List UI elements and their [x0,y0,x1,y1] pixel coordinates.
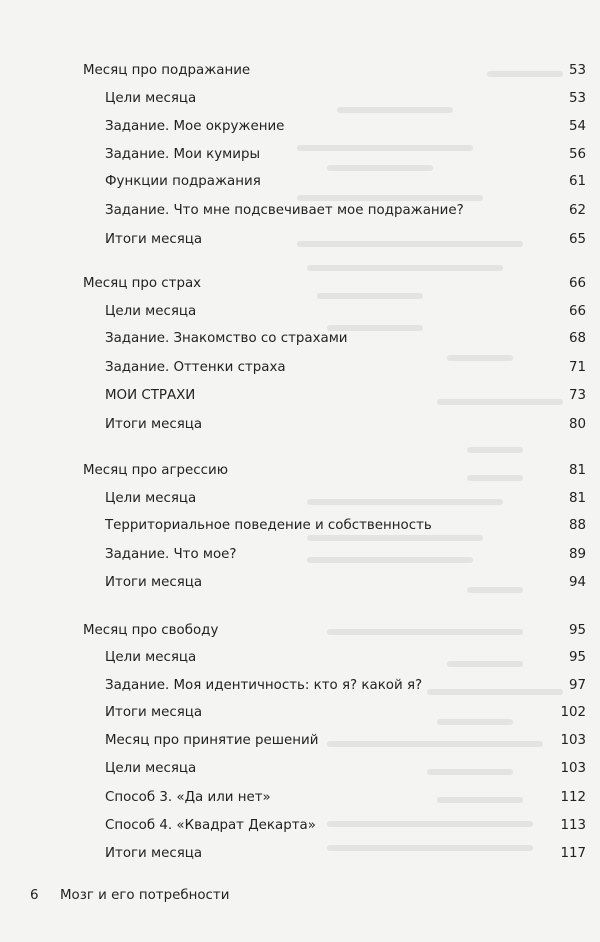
toc-entry-page: 95 [568,650,586,665]
toc-entry-title: Задание. Что мне подсвечивает мое подражание? [105,203,464,218]
toc-entry [0,384,600,408]
toc-entry [0,571,600,595]
toc-entry [0,300,600,324]
toc-section [0,619,600,643]
toc-entry [0,814,600,838]
toc-entry-page: 53 [568,63,586,78]
toc-entry-page: 53 [568,91,586,106]
toc-entry-page: 97 [568,678,586,693]
toc-entry-title: Функции подражания [105,174,261,189]
toc-entry-title: Цели месяца [105,491,197,506]
toc-entry-page: 54 [568,119,586,134]
toc-entry [0,413,600,437]
toc-section [0,459,600,483]
toc-entry [0,228,600,252]
toc-entry-page: 62 [568,203,586,218]
toc-entry [0,143,600,167]
toc-entry-page: 80 [568,417,586,432]
toc-entry-page: 113 [560,818,586,833]
toc-section [0,272,600,296]
toc-entry [0,674,600,698]
toc-entry-title: Итоги месяца [105,417,203,432]
toc-entry-page: 103 [560,733,586,748]
toc-entry-page: 81 [568,491,586,506]
toc-entry-title: Задание. Моя идентичность: кто я? какой я? [105,678,423,693]
toc-entry-title: Задание. Оттенки страха [105,360,286,375]
toc-entry-page: 61 [568,174,586,189]
toc-entry-page: 66 [568,276,586,291]
toc-entry-title: Задание. Мое окружение [105,119,285,134]
toc-section [0,59,600,83]
toc-entry-page: 95 [568,623,586,638]
toc-entry-page: 81 [568,463,586,478]
toc-entry-page: 73 [568,388,586,403]
toc-entry-title: Задание. Мои кумиры [105,147,261,162]
toc-entry [0,487,600,511]
toc-entry-page: 71 [568,360,586,375]
toc-entry-title: Цели месяца [105,650,197,665]
toc-entry-title: Месяц про страх [83,276,202,291]
toc-entry-title: Месяц про принятие решений [105,733,319,748]
toc-entry-page: 102 [560,705,586,720]
toc-entry [0,842,600,866]
toc-entry-title: Задание. Что мое? [105,547,237,562]
toc-entry [0,87,600,111]
toc-entry-page: 56 [568,147,586,162]
toc-entry-title: МОИ СТРАХИ [105,388,196,403]
toc-entry-title: Итоги месяца [105,575,203,590]
toc-entry-title: Цели месяца [105,304,197,319]
book-title: Мозг и его потребности [60,888,230,903]
toc-entry-title: Способ 4. «Квадрат Декарта» [105,818,316,833]
toc-entry-page: 117 [560,846,586,861]
toc-entry [0,356,600,380]
page-number: 6 [30,888,39,903]
toc-entry-title: Месяц про агрессию [83,463,228,478]
toc-entry [0,701,600,725]
toc-entry-title: Способ 3. «Да или нет» [105,790,271,805]
toc-entry [0,786,600,810]
toc-entry-title: Итоги месяца [105,232,203,247]
toc-entry-title: Месяц про свободу [83,623,219,638]
toc-entry [0,543,600,567]
toc-entry-page: 88 [568,518,586,533]
toc-entry [0,757,600,781]
toc-entry [0,327,600,351]
toc-entry-title: Итоги месяца [105,846,203,861]
toc-entry [0,729,600,753]
toc-entry-page: 94 [568,575,586,590]
toc-entry-title: Цели месяца [105,91,197,106]
toc-entry [0,646,600,670]
toc-entry [0,170,600,194]
toc-entry [0,199,600,223]
toc-entry-title: Месяц про подражание [83,63,251,78]
toc-entry-title: Цели месяца [105,761,197,776]
toc-entry [0,115,600,139]
toc-entry-page: 112 [560,790,586,805]
toc-entry-page: 65 [568,232,586,247]
page-footer [0,884,600,908]
toc-entry-page: 66 [568,304,586,319]
toc-entry [0,514,600,538]
toc-entry-title: Территориальное поведение и собственность [105,518,432,533]
toc-entry-title: Задание. Знакомство со страхами [105,331,348,346]
toc-entry-page: 103 [560,761,586,776]
toc-entry-page: 89 [568,547,586,562]
toc-entry-page: 68 [568,331,586,346]
toc-entry-title: Итоги месяца [105,705,203,720]
